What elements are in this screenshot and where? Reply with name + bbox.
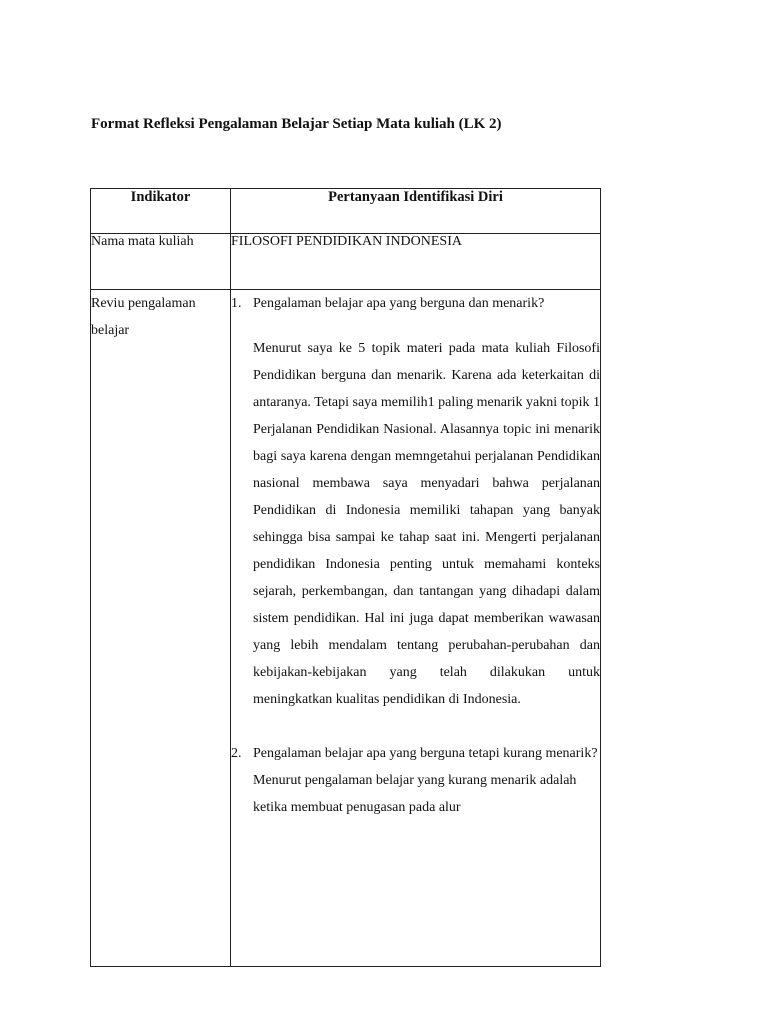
- header-indikator: Indikator: [91, 189, 231, 234]
- question-1-text: Pengalaman belajar apa yang berguna dan menarik?: [253, 296, 545, 311]
- question-1: [231, 290, 600, 317]
- review-content: [231, 290, 601, 967]
- review-label: Reviu pengalaman belajar: [91, 290, 231, 967]
- header-pertanyaan: Pertanyaan Identifikasi Diri: [231, 189, 601, 234]
- question-1-number: 1.: [231, 296, 242, 311]
- question-2: [231, 740, 600, 767]
- answer-2: Menurut pengalaman belajar yang kurang menarik adalah ketika membuat penugasan pada alur: [253, 773, 577, 815]
- table-header-row: [91, 189, 601, 234]
- reflection-table: [90, 188, 601, 967]
- table-row-review: [91, 290, 601, 967]
- document-title: Format Refleksi Pengalaman Belajar Setiap Mata kuliah (LK 2): [91, 116, 502, 132]
- question-2-number: 2.: [231, 746, 242, 761]
- table-row-course: [91, 234, 601, 290]
- answer-1: Menurut saya ke 5 topik materi pada mata kuliah Filosofi Pendidikan berguna dan menarik. Karena ada keterkaitan di antaranya. Tetapi saya memilih1 paling menarik yakni topik 1 Perjalanan Pendidikan Nasional. Alasannya topic ini menarik bagi saya karena dengan memngetahui perjalanan Pendidikan nasional membawa saya menyadari bahwa perjalanan Pendidikan di Indonesia memiliki tahapan yang banyak sehingga bisa sampai ke tahap saat ini. Mengerti perjalanan pendidikan Indonesia penting untuk memahami konteks sejarah, perkembangan, dan tantangan yang dihadapi dalam sistem pendidikan. Hal ini juga dapat memberikan wawasan yang lebih mendalam tentang perubahan-perubahan dan kebijakan-kebijakan yang telah dilakukan untuk meningkatkan kualitas pendidikan di Indonesia.: [253, 341, 600, 707]
- course-name-label: Nama mata kuliah: [91, 234, 231, 290]
- question-2-text: Pengalaman belajar apa yang berguna tetapi kurang menarik?: [253, 746, 598, 761]
- course-name-value: FILOSOFI PENDIDIKAN INDONESIA: [231, 234, 601, 290]
